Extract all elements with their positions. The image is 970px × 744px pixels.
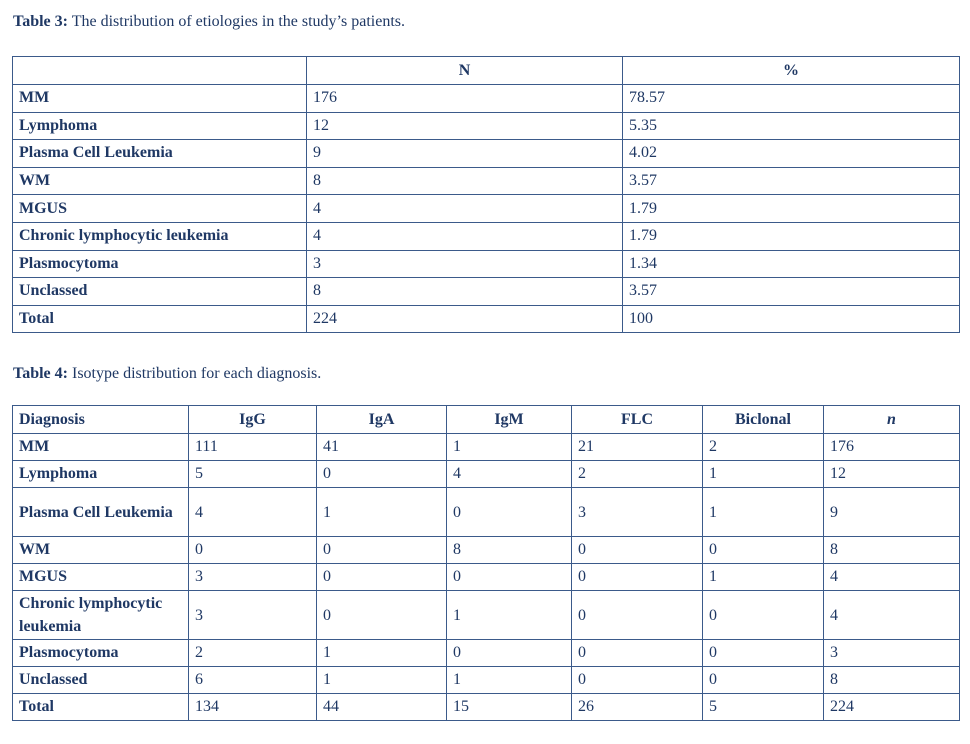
table3-header-row <box>13 57 960 85</box>
table4-cell: 0 <box>572 640 703 667</box>
table3-cell: 8 <box>307 278 623 306</box>
table3-row-label: Unclassed <box>13 278 307 306</box>
table4-cell: 1 <box>703 461 824 488</box>
table3-cell: 3.57 <box>623 167 960 195</box>
table3-cell: 1.79 <box>623 195 960 223</box>
table3-row <box>13 222 960 250</box>
table4-row-label: Chronic lymphocytic leukemia <box>13 591 189 640</box>
table3-cell: 4 <box>307 195 623 223</box>
table4-header-cell: IgA <box>317 406 447 434</box>
table4-header-cell: n <box>824 406 960 434</box>
table4-cell: 8 <box>824 667 960 694</box>
table4-row <box>13 434 960 461</box>
table4-row-label: Unclassed <box>13 667 189 694</box>
table4-cell: 4 <box>447 461 572 488</box>
table4-caption <box>13 364 321 384</box>
table4-row-label: Total <box>13 694 189 721</box>
table4-row <box>13 667 960 694</box>
table4-cell: 224 <box>824 694 960 721</box>
table4-header-cell: Biclonal <box>703 406 824 434</box>
table3-caption <box>13 12 405 32</box>
table3-row <box>13 112 960 140</box>
table4-cell: 9 <box>824 488 960 537</box>
table4-cell: 44 <box>317 694 447 721</box>
table4-cell: 4 <box>824 591 960 640</box>
table3-row-label: Plasmocytoma <box>13 250 307 278</box>
table4-cell: 0 <box>572 667 703 694</box>
table4-cell: 12 <box>824 461 960 488</box>
table4-cell: 5 <box>189 461 317 488</box>
table4-cell: 2 <box>189 640 317 667</box>
table4-cell: 1 <box>447 434 572 461</box>
table4-cell: 0 <box>447 488 572 537</box>
isotype-distribution-table <box>12 405 960 721</box>
table3-cell: 4.02 <box>623 140 960 168</box>
table4-cell: 6 <box>189 667 317 694</box>
table4-header-cell: IgG <box>189 406 317 434</box>
table4-row-label: Plasmocytoma <box>13 640 189 667</box>
table4-cell: 0 <box>447 564 572 591</box>
table4-header-cell: IgM <box>447 406 572 434</box>
table3-cell: 12 <box>307 112 623 140</box>
table4-row-label: Plasma Cell Leukemia <box>13 488 189 537</box>
table4-cell: 134 <box>189 694 317 721</box>
table3-cell: 224 <box>307 305 623 333</box>
table3-row <box>13 140 960 168</box>
table3-row <box>13 305 960 333</box>
table4-row <box>13 640 960 667</box>
table3-row-label: Total <box>13 305 307 333</box>
table4-cell: 1 <box>447 667 572 694</box>
table4-cell: 0 <box>572 564 703 591</box>
table4-cell: 0 <box>572 591 703 640</box>
table3-row <box>13 167 960 195</box>
table3-cell: 3.57 <box>623 278 960 306</box>
table4-cell: 0 <box>317 537 447 564</box>
table4-cell: 0 <box>317 591 447 640</box>
table4-cell: 0 <box>703 640 824 667</box>
table3-caption-label: Table 3: <box>13 13 68 30</box>
table4-cell: 3 <box>824 640 960 667</box>
table4-cell: 0 <box>703 537 824 564</box>
table4-cell: 21 <box>572 434 703 461</box>
table4-cell: 1 <box>317 640 447 667</box>
table4-cell: 3 <box>572 488 703 537</box>
table4-cell: 1 <box>703 564 824 591</box>
table4-cell: 1 <box>447 591 572 640</box>
table4-cell: 8 <box>824 537 960 564</box>
table3-cell: 78.57 <box>623 85 960 113</box>
table4-row <box>13 488 960 537</box>
table4-cell: 15 <box>447 694 572 721</box>
table4-cell: 0 <box>703 667 824 694</box>
table4-cell: 1 <box>317 667 447 694</box>
table4-cell: 2 <box>572 461 703 488</box>
table4-caption-text: Isotype distribution for each diagnosis. <box>67 365 322 382</box>
table4-row <box>13 591 960 640</box>
table4-row-label: WM <box>13 537 189 564</box>
table3-row-label: Lymphoma <box>13 112 307 140</box>
table4-cell: 41 <box>317 434 447 461</box>
table4-cell: 1 <box>703 488 824 537</box>
table3-row-label: Chronic lymphocytic leukemia <box>13 222 307 250</box>
table4-row <box>13 537 960 564</box>
table4-cell: 176 <box>824 434 960 461</box>
table4-row-label: MM <box>13 434 189 461</box>
table4-row-label: Lymphoma <box>13 461 189 488</box>
table4-cell: 0 <box>189 537 317 564</box>
table3-cell: 9 <box>307 140 623 168</box>
table4-cell: 111 <box>189 434 317 461</box>
table3-cell: 4 <box>307 222 623 250</box>
table3-cell: 176 <box>307 85 623 113</box>
table4-cell: 1 <box>317 488 447 537</box>
table3-caption-text: The distribution of etiologies in the study’s patients. <box>67 13 405 30</box>
table4-row <box>13 564 960 591</box>
table3-header-cell: % <box>623 57 960 85</box>
table3-header-cell: N <box>307 57 623 85</box>
table4-header-cell: Diagnosis <box>13 406 189 434</box>
table4-cell: 2 <box>703 434 824 461</box>
table4-header-cell: FLC <box>572 406 703 434</box>
table3-cell: 1.79 <box>623 222 960 250</box>
table4-row <box>13 461 960 488</box>
table4-cell: 0 <box>317 461 447 488</box>
table3-cell: 3 <box>307 250 623 278</box>
table4-cell: 3 <box>189 591 317 640</box>
table4-cell: 0 <box>447 640 572 667</box>
etiology-distribution-table <box>12 56 960 333</box>
table3-row-label: MGUS <box>13 195 307 223</box>
table3-cell: 1.34 <box>623 250 960 278</box>
table3-row-label: MM <box>13 85 307 113</box>
table4-cell: 26 <box>572 694 703 721</box>
table4-cell: 0 <box>317 564 447 591</box>
table3-row-label: WM <box>13 167 307 195</box>
table3-row <box>13 250 960 278</box>
table3-row <box>13 278 960 306</box>
table4-cell: 8 <box>447 537 572 564</box>
table4-cell: 4 <box>824 564 960 591</box>
table4-cell: 4 <box>189 488 317 537</box>
table4-cell: 0 <box>572 537 703 564</box>
table3-header-cell <box>13 57 307 85</box>
table3-cell: 100 <box>623 305 960 333</box>
table4-caption-label: Table 4: <box>13 365 68 382</box>
table3-row <box>13 195 960 223</box>
table4-row-label: MGUS <box>13 564 189 591</box>
table4-row <box>13 694 960 721</box>
table3-row-label: Plasma Cell Leukemia <box>13 140 307 168</box>
table4-header-row <box>13 406 960 434</box>
table4-cell: 3 <box>189 564 317 591</box>
table3-cell: 5.35 <box>623 112 960 140</box>
table3-cell: 8 <box>307 167 623 195</box>
table4-cell: 0 <box>703 591 824 640</box>
table4-cell: 5 <box>703 694 824 721</box>
table3-row <box>13 85 960 113</box>
